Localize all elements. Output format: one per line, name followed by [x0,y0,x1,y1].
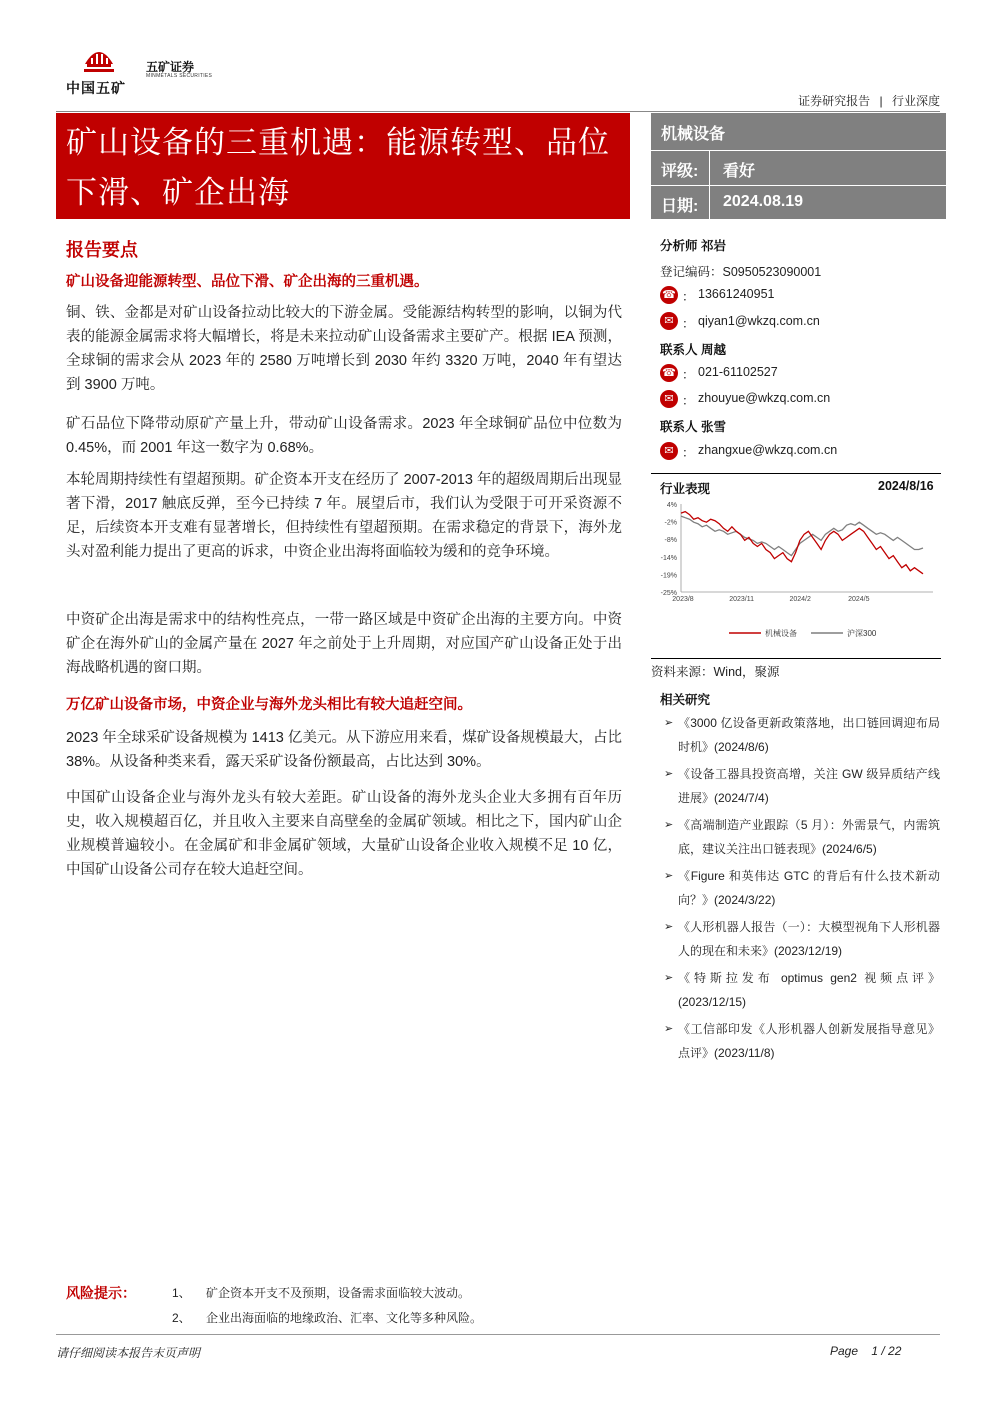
mail-icon: ✉ [660,390,678,408]
footer-divider [56,1334,940,1335]
date-label: 日期: [661,198,699,215]
chart-title: 行业表现 [660,482,711,496]
series-line-0 [681,512,923,574]
y-tick-label: -2% [664,519,677,527]
related-research-item[interactable] [664,762,940,810]
contact1-phone: 021-61102527 [698,365,778,379]
colon: ： [682,394,695,408]
industry-performance-chart [651,496,941,652]
summary-paragraph-2: 矿石品位下降带动原矿产量上升，带动矿山设备需求。2023 年全球铜矿品位中位数为 0.45%，而 2001 年这一数字为 0.68%。 [66,416,622,456]
risk-item-1: 矿企资本开支不及预期，设备需求面临较大波动。 [206,1286,471,1300]
report-title-line2: 下滑、矿企出海 [66,175,290,210]
contact2-name: 联系人 张雪 [660,420,726,434]
legend-label-1: 沪深300 [847,629,877,638]
page-number: 1 / 22 [871,1344,902,1358]
related-research-item[interactable] [664,813,940,861]
related-research-item[interactable] [664,711,940,759]
footer-disclaimer: 请仔细阅读本报告末页声明 [56,1346,201,1360]
arrow-bullet-icon: ➢ [664,1023,674,1035]
chart-source: 资料来源：Wind，聚源 [651,665,780,679]
related-research-title: 《设备工器具投资高增，关注 GW 级异质结产线进展》(2024/7/4) [678,767,940,805]
contact1-email[interactable]: zhouyue@wkzq.com.cn [698,391,831,405]
related-research-item[interactable] [664,915,940,963]
securities-name: 五矿证券 [146,60,195,74]
date-value: 2024.08.19 [723,193,804,210]
related-research-item[interactable] [664,864,940,912]
report-title [66,118,626,218]
report-type: 证券研究报告 [798,94,871,108]
page-label: Page [830,1344,859,1358]
related-research-list [664,711,940,1068]
y-tick-label: -19% [660,572,677,580]
analyst-email[interactable]: qiyan1@wkzq.com.cn [698,314,820,328]
analyst-registration: 登记编码：S0950523090001 [660,265,822,279]
arrow-bullet-icon: ➢ [664,717,674,729]
summary-subheading-2: 万亿矿山设备市场，中资企业与海外龙头相比有较大追赶空间。 [66,697,472,713]
securities-en-name: MINMETALS SECURITIES [146,73,213,79]
minmetals-logo-icon [82,42,116,76]
colon: ： [682,446,695,460]
colon: ： [682,290,695,304]
y-tick-label: -25% [660,590,677,597]
phone-icon: ☎ [660,364,678,382]
arrow-bullet-icon: ➢ [664,921,674,933]
summary-subheading-1: 矿山设备迎能源转型、品位下滑、矿企出海的三重机遇。 [66,274,429,290]
risk-number-2: 2、 [172,1311,191,1325]
report-type-separator: | [879,94,883,108]
rating-info-box [651,113,946,219]
y-tick-label: 4% [666,502,677,509]
chart-bottom-rule [651,658,941,659]
y-tick-label: -14% [660,554,677,562]
colon: ： [682,317,695,331]
arrow-bullet-icon: ➢ [664,870,674,882]
analyst-phone: 13661240951 [698,287,775,301]
report-title-line1: 矿山设备的三重机遇：能源转型、品位 [66,125,610,160]
related-research-title: 《工信部印发《人形机器人创新发展指导意见》点评》(2023/11/8) [678,1022,940,1060]
related-research-title: 《特斯拉发布 optimus gen2 视频点评》(2023/12/15) [678,971,940,1009]
related-research-title: 《高端制造产业跟踪（5 月）：外需景气，内需筑底，建议关注出口链表现》(2024/6/5) [678,818,940,856]
risk-item-2: 企业出海面临的地缘政治、汇率、文化等多种风险。 [206,1311,483,1325]
analyst-name: 分析师 祁岩 [660,239,726,253]
logo-cn-text: 中国五矿 [66,80,126,96]
related-research-heading: 相关研究 [660,693,711,707]
summary-paragraph-1: 铜、铁、金都是对矿山设备拉动比较大的下游金属。受能源结构转型的影响，以铜为代表的能源金属需求将大幅增长，将是未来拉动矿山设备需求主要矿产。根据 IEA 预测，全球铜的需求会从 2023 年的 2580 万吨增长到 2030 年约 3320 万吨，2040 年有望达到 3900 万吨。 [66,305,622,393]
summary-paragraph-3: 本轮周期持续性有望超预期。矿企资本开支在经历了 2007-2013 年的超级周期后出现显著下滑，2017 触底反弹，至今已持续 7 年。展望后市，我们认为受限于可开采资源不足，后续资本开支难有显著增长，但持续性有望超预期。在需求稳定的背景下，海外龙头对盈利能力提出了更高的诉求，中资企业出海将面临较为缓和的竞争环境。 [66,472,622,560]
arrow-bullet-icon: ➢ [664,819,674,831]
risk-number-1: 1、 [172,1286,191,1300]
report-category: 行业深度 [891,94,940,108]
x-tick-label: 2023/11 [729,596,755,603]
y-tick-label: -8% [664,537,677,545]
header-divider [56,111,940,112]
contact2-email[interactable]: zhangxue@wkzq.com.cn [698,443,838,457]
chart-date: 2024/8/16 [878,479,934,493]
related-research-item[interactable] [664,966,940,1014]
x-tick-label: 2024/5 [848,596,870,603]
report-type-line [798,92,940,109]
related-research-title: 《人形机器人报告（一）：大模型视角下人形机器人的现在和未来》(2023/12/19) [678,920,940,958]
summary-paragraph-5: 2023 年全球采矿设备规模为 1413 亿美元。从下游应用来看，煤矿设备规模最大，占比 38%。从设备种类来看，露天采矿设备份额最高，占比达到 30%。 [66,730,622,770]
contact1-name: 联系人 周越 [660,343,726,357]
colon: ： [682,368,695,382]
legend-label-0: 机械设备 [765,629,797,638]
rating-label: 评级: [661,163,699,180]
x-tick-label: 2024/2 [789,596,811,603]
footer-page [830,1344,901,1358]
info-divider [651,185,946,186]
related-research-title: 《3000 亿设备更新政策落地，出口链回调迎布局时机》(2024/8/6) [678,716,940,754]
arrow-bullet-icon: ➢ [664,972,674,984]
summary-paragraph-4: 中资矿企出海是需求中的结构性亮点，一带一路区域是中资矿企出海的主要方向。中资矿企在海外矿山的金属产量在 2027 年之前处于上升周期，对应国产矿山设备正处于出海战略机遇的窗口期。 [66,612,622,676]
x-tick-label: 2023/8 [672,596,694,603]
industry-name: 机械设备 [661,126,726,143]
rating-value: 看好 [723,163,756,180]
related-research-item[interactable] [664,1017,940,1065]
chart-top-rule [651,473,941,474]
summary-heading: 报告要点 [66,240,138,260]
mail-icon: ✉ [660,442,678,460]
arrow-bullet-icon: ➢ [664,768,674,780]
phone-icon: ☎ [660,286,678,304]
summary-paragraph-6: 中国矿山设备企业与海外龙头有较大差距。矿山设备的海外龙头企业大多拥有百年历史，收入规模超百亿，并且收入主要来自高壁垒的金属矿领域。相比之下，国内矿山企业规模普遍较小。在金属矿和非金属矿领域，大量矿山设备企业收入规模不足 10 亿，中国矿山设备公司存在较大追赶空间。 [66,790,622,878]
info-divider [651,150,946,151]
related-research-title: 《Figure 和英伟达 GTC 的背后有什么技术新动向？》(2024/3/22) [678,869,940,907]
mail-icon: ✉ [660,312,678,330]
risk-label: 风险提示： [66,1285,136,1301]
